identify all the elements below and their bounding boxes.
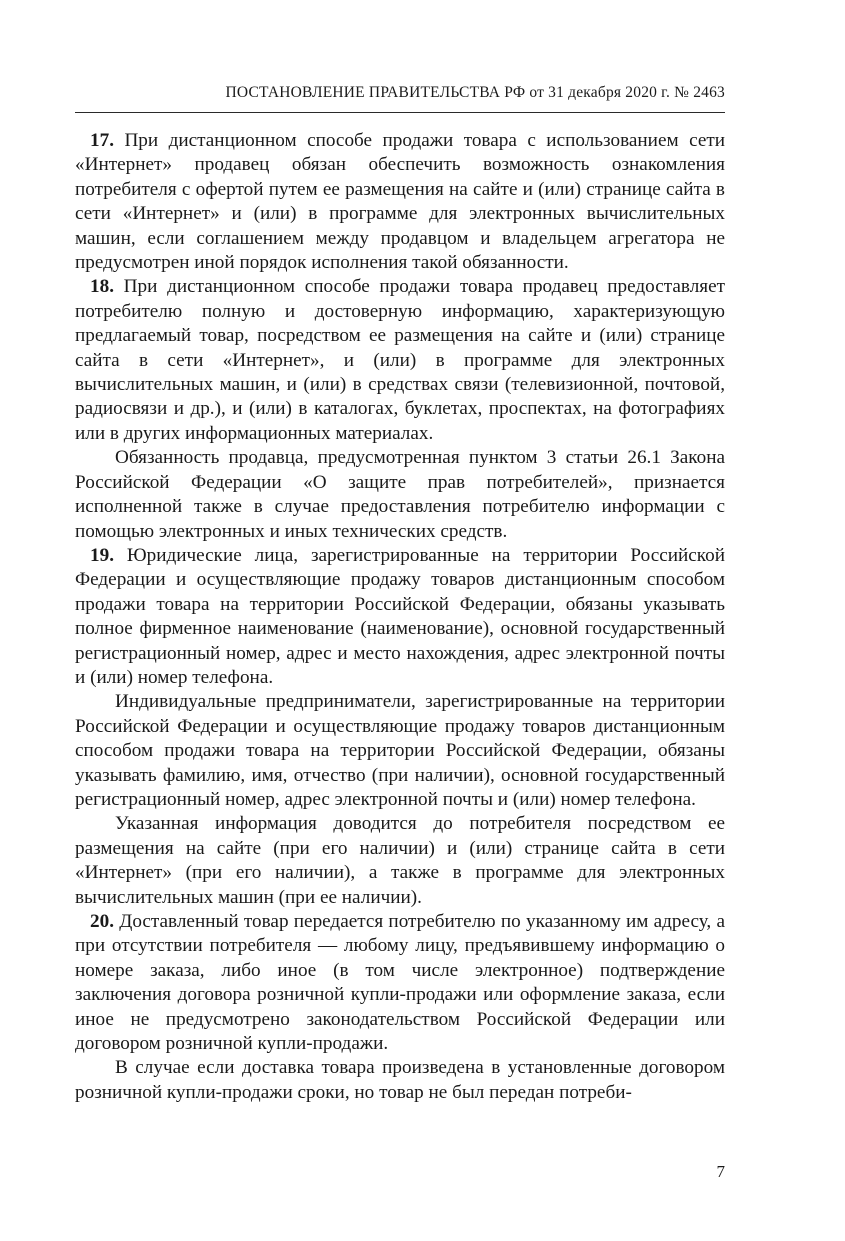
document-page — [75, 84, 725, 1105]
paragraph-20 — [75, 910, 725, 1056]
paragraph-18 — [75, 275, 725, 446]
paragraph-text: Доставленный товар передается потребителю по указанному им адресу, а при отсутствии потребителя — любому лицу, предъявившему информацию о номере заказа, либо иное (в том числе электронное) подтверждение заключения договора розничной купли-продажи или оформление заказа, если иное не предусмотрено законодательством Российской Федерации или договором розничной купли-продажи. — [75, 911, 725, 1055]
paragraph-text: Индивидуальные предприниматели, зарегистрированные на территории Российской Федерации и осуществляющие продажу товаров дистанционным способом продажи товара на территории Российской Федерации, обязаны указывать фамилию, имя, отчество (при наличии), основной государственный регистрационный номер, адрес электронной почты и (или) номер телефона. — [75, 691, 725, 810]
paragraph-19-continuation-1 — [75, 690, 725, 812]
paragraph-text: В случае если доставка товара произведена в установленные договором розничной купли-продажи сроки, но товар не был передан потреби- — [75, 1057, 725, 1103]
paragraph-text: При дистанционном способе продажи товара с использованием сети «Интернет» продавец обязан обеспечить возможность ознакомления потребителя с офертой путем ее размещения на сайте и (или) странице сайта в сети «Интернет» и (или) в программе для электронных вычислительных машин, если соглашением между продавцом и владельцем агрегатора не предусмотрен иной порядок исполнения такой обязанности. — [75, 130, 725, 274]
paragraph-text: Юридические лица, зарегистрированные на территории Российской Федерации и осуществляющие продажу товаров дистанционным способом продажи товара на территории Российской Федерации, обязаны указывать полное фирменное наименование (наименование), основной государственный регистрационный номер, адрес и место нахождения, адрес электронной почты и (или) номер телефона. — [75, 544, 725, 688]
paragraph-19 — [75, 544, 725, 690]
running-header: ПОСТАНОВЛЕНИЕ ПРАВИТЕЛЬСТВА РФ от 31 декабря 2020 г. № 2463 — [75, 84, 725, 113]
document-body — [75, 129, 725, 1105]
paragraph-18-continuation — [75, 446, 725, 544]
paragraph-number: 17. — [90, 130, 114, 151]
page-number: 7 — [716, 1162, 725, 1181]
paragraph-number: 19. — [90, 544, 114, 566]
paragraph-17 — [75, 129, 725, 275]
paragraph-number: 18. — [90, 276, 114, 298]
paragraph-20-continuation — [75, 1056, 725, 1105]
paragraph-text: При дистанционном способе продажи товара продавец предоставляет потребителю полную и достоверную информацию, характеризующую предлагаемый товар, посредством ее размещения на сайте и (или) странице сайта в сети «Интернет», и (или) в программе для электронных вычислительных машин, и (или) в средствах связи (телевизионной, почтовой, радиосвязи и др.), и (или) в каталогах, буклетах, проспектах, на фотографиях или в других информационных материалах. — [75, 276, 725, 444]
paragraph-number: 20. — [90, 911, 114, 932]
paragraph-text: Обязанность продавца, предусмотренная пунктом 3 статьи 26.1 Закона Российской Федерации «О защите прав потребителей», признается исполненной также в случае предоставления потребителю информации с помощью электронных и иных технических средств. — [75, 447, 725, 542]
paragraph-text: Указанная информация доводится до потребителя посредством ее размещения на сайте (при его наличии) и (или) странице сайта в сети «Интернет» (при его наличии), а также в программе для электронных вычислительных машин (при ее наличии). — [75, 813, 725, 908]
paragraph-19-continuation-2 — [75, 812, 725, 910]
